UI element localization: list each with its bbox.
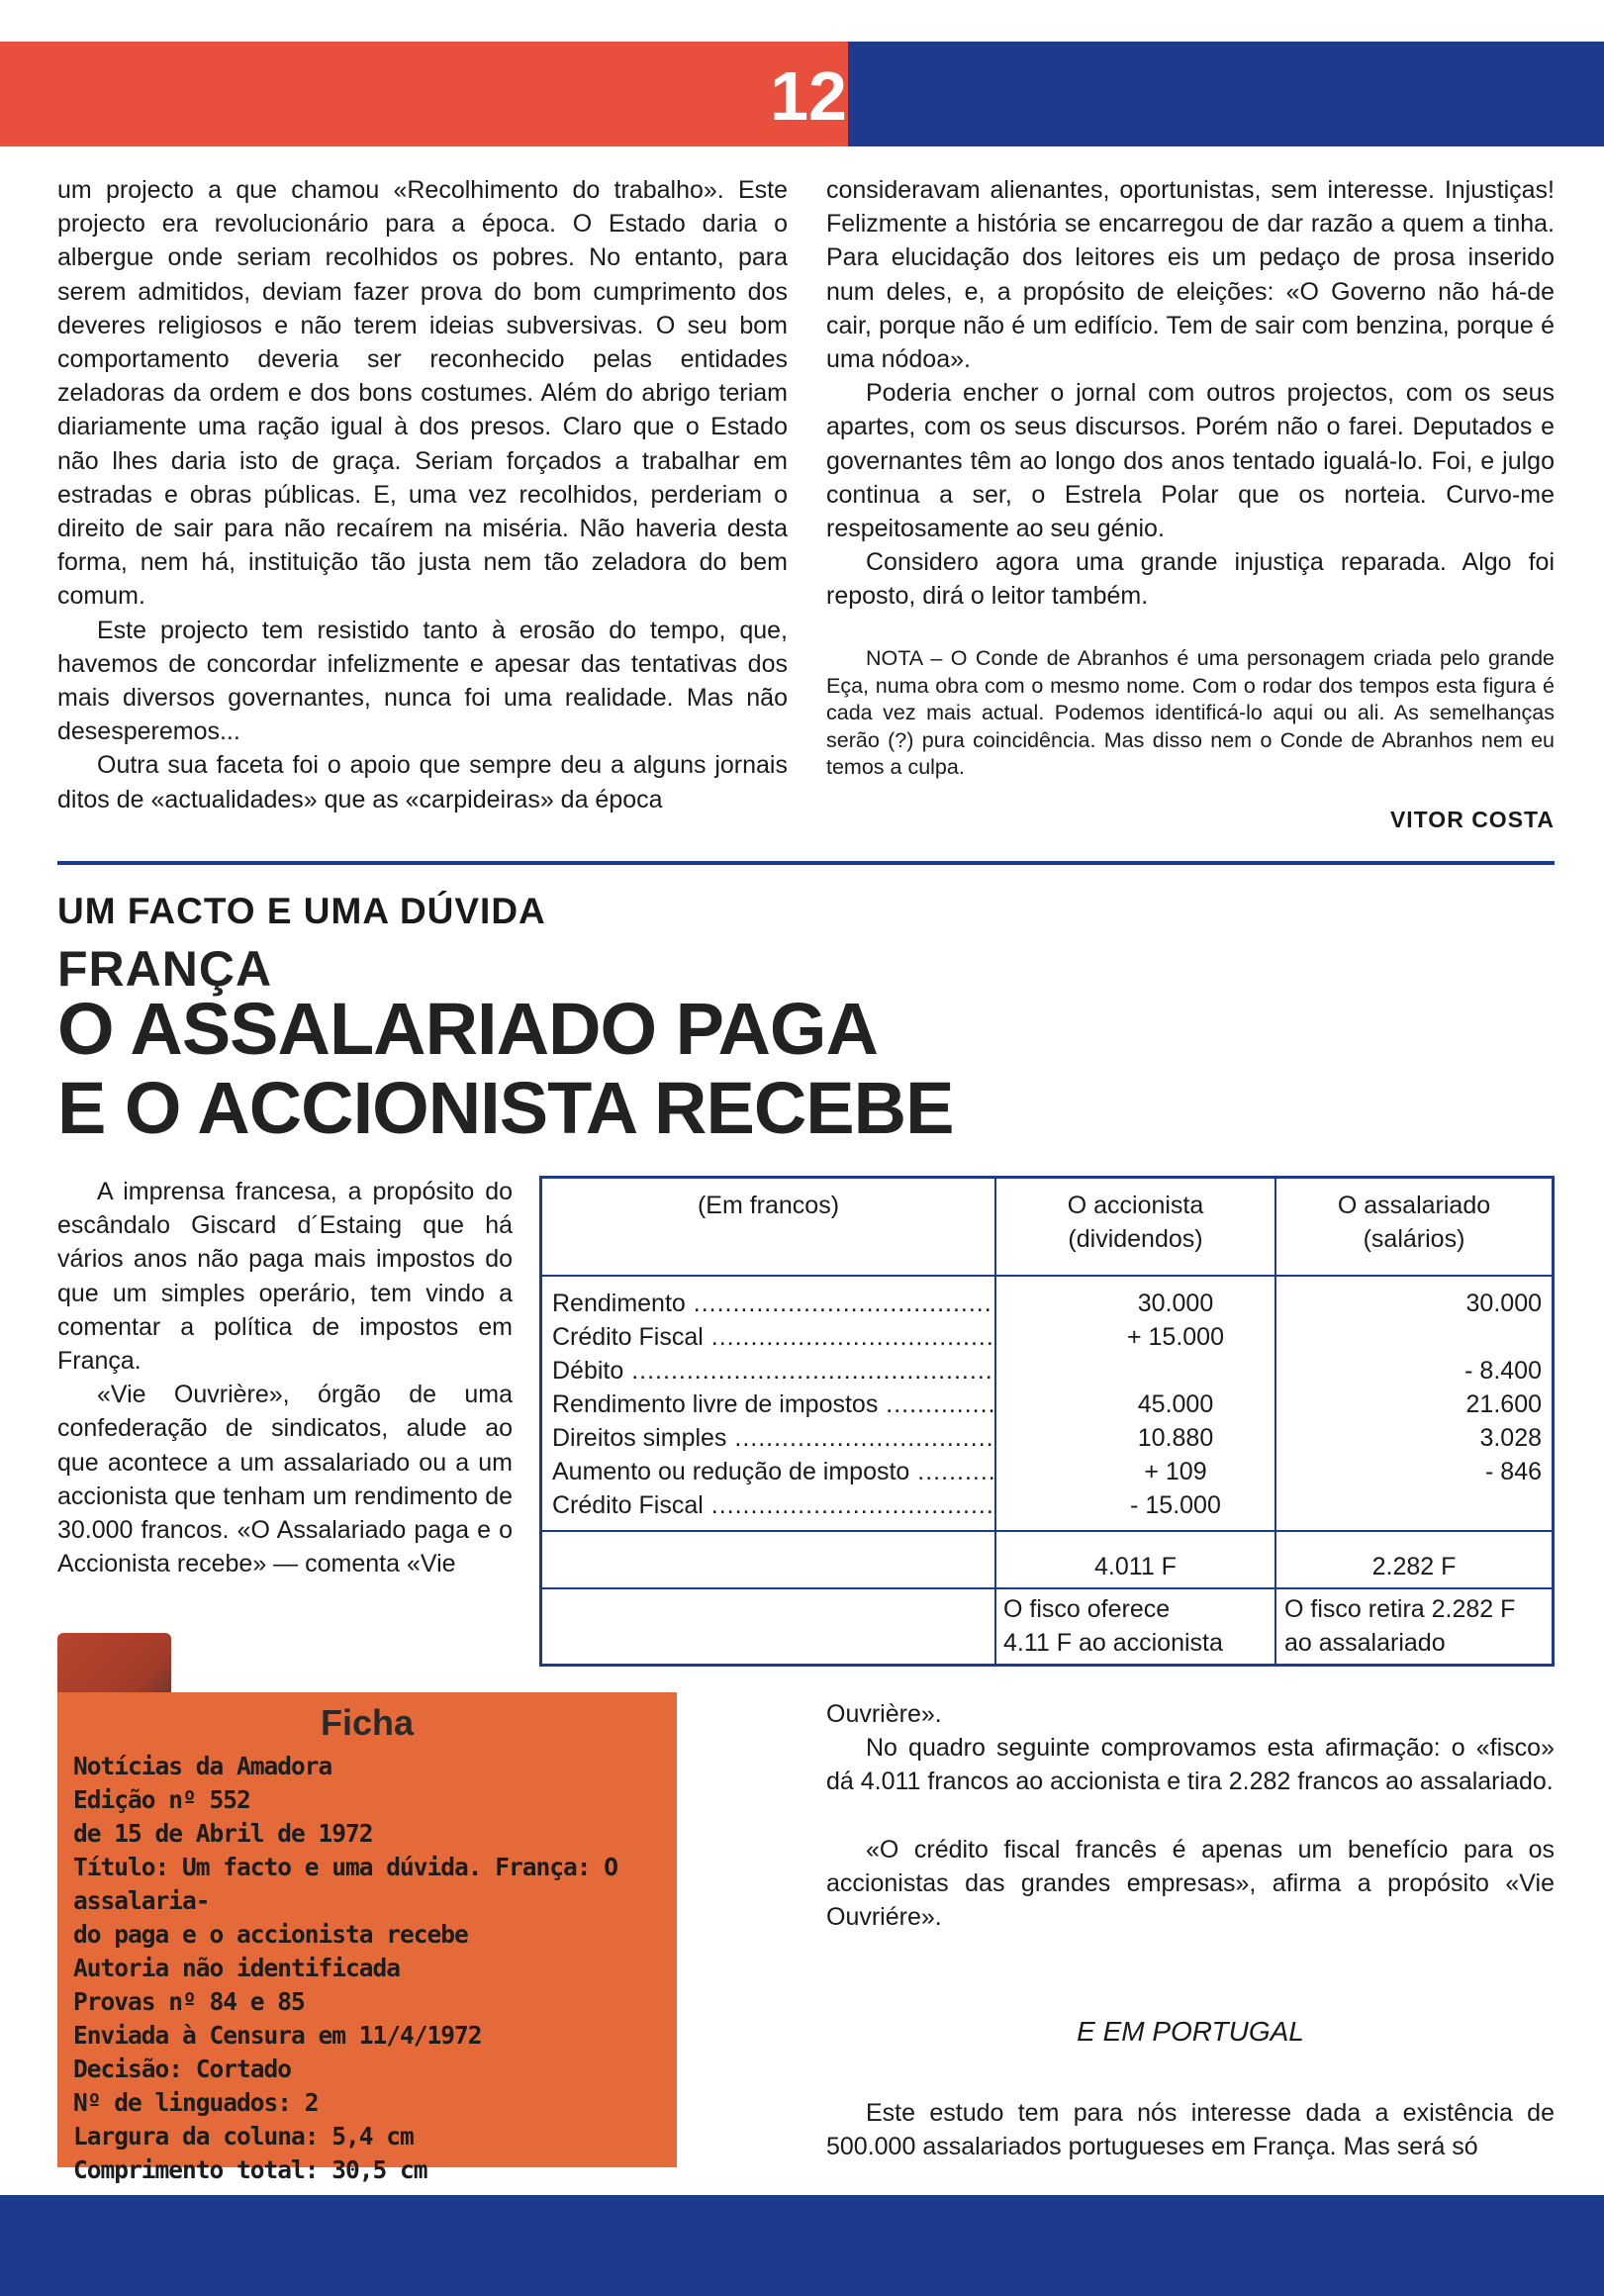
row-accionista-value: 10.880	[1137, 1424, 1214, 1452]
table-row	[552, 1488, 1532, 1522]
section-heading-portugal: E EM PORTUGAL	[1077, 2016, 1304, 2047]
ficha-line: Largura da coluna: 5,4 cm	[73, 2122, 414, 2151]
ficha-line: do paga e o accionista recebe	[73, 1920, 468, 1949]
headline-line: O ASSALARIADO PAGA	[57, 988, 878, 1070]
article1-right-paragraph: consideravam alienantes, oportunistas, sem interesse. Injustiças! Felizmente a história se encarregou de dar razão a quem a tinha. Para elucidação dos leitores eis um pedaço de prosa inserido num deles, e, a propósito de eleições: «O Governo não há-de cair, porque não é um edifício. Tem de sair com benzina, porque é uma nódoa».	[826, 176, 1555, 374]
row-accionista-value: + 15.000	[1126, 1323, 1224, 1351]
page-number: 12	[770, 57, 847, 135]
article2-right-column	[826, 1697, 1555, 1934]
ficha-line: Nº de linguados: 2	[73, 2088, 319, 2117]
note-line: O fisco oferece	[1003, 1595, 1171, 1623]
table-row	[552, 1455, 1542, 1488]
ficha-line: Comprimento total: 30,5 cm	[73, 2155, 427, 2184]
lead-paragraph: A imprensa francesa, a propósito do escândalo Giscard d´Estaing que há vários anos não paga mais impostos do que um simples operário, tem vindo a comentar a política de impostos em França.	[57, 1178, 513, 1376]
ficha-line: Título: Um facto e uma dúvida. França: O assalaria-	[73, 1853, 618, 1915]
note-line: O fisco retira 2.282 F	[1284, 1595, 1516, 1623]
lead-paragraph: «Vie Ouvrière», órgão de uma confederação de sindicatos, alude ao que acontece a um assalariado ou a um accionista que tenham um rendimento de 30.000 francos. «O Assalariado paga e o Accionista recebe» — comenta «Vie	[57, 1381, 513, 1578]
table-row-divider	[542, 1275, 1552, 1277]
article2-paragraph: No quadro seguinte comprovamos esta afirmação: o «fisco» dá 4.011 francos ao accionista e tira 2.282 francos ao assalariado.	[826, 1734, 1555, 1796]
note-text: NOTA – O Conde de Abranhos é uma personagem criada pelo grande Eça, numa obra com o mesmo nome. Com o rodar dos tempos esta figura é cada vez mais actual. Podemos identificá-lo aqui ou ali. As semelhanças serão (?) pura coincidência. Mas disso nem o Conde de Abranhos nem eu temos a culpa.	[826, 646, 1555, 779]
ficha-line: Provas nº 84 e 85	[73, 1987, 305, 2016]
ficha-line: Enviada à Censura em 11/4/1972	[73, 2021, 482, 2050]
article2-paragraph: Ouvrière».	[826, 1700, 942, 1728]
row-accionista-value: + 109	[1144, 1458, 1207, 1485]
article2-paragraph: «O crédito fiscal francês é apenas um benefício para os accionistas das grandes empresas», afirma a propósito «Vie Ouvriére».	[826, 1835, 1555, 1932]
article2-final-column	[826, 2096, 1555, 2163]
article2-paragraph: Este estudo tem para nós interesse dada a existência de 500.000 assalariados portugueses em França. Mas será só	[826, 2099, 1555, 2161]
ficha-line: Autoria não identificada	[73, 1954, 401, 1982]
ficha-details	[73, 1750, 667, 2187]
table-row-divider	[542, 1530, 1552, 1532]
article1-right-paragraph: Considero agora uma grande injustiça reparada. Algo foi reposto, dirá o leitor também.	[826, 548, 1555, 611]
row-label: Débito .....	[552, 1354, 993, 1387]
note-line: 4.11 F ao accionista	[1003, 1629, 1223, 1657]
row-label: Crédito Fiscal .....	[552, 1488, 993, 1522]
table-row	[552, 1287, 1542, 1320]
note-line: ao assalariado	[1284, 1629, 1446, 1657]
article1-left-paragraph: um projecto a que chamou «Recolhimento do trabalho». Este projecto era revolucionário para a época. O Estado daria o albergue onde seriam recolhidos os pobres. No entanto, para serem admitidos, deviam fazer prova do bom cumprimento dos deveres religiosos e não terem ideias subversivas. O seu bom comportamento deveria ser reconhecido pelas entidades zeladoras da ordem e dos bons costumes. Além do abrigo teriam diariamente uma ração igual à dos presos. Claro que o Estado não lhes daria isto de graça. Seriam forçados a trabalhar em estradas e obras públicas. E, uma vez recolhidos, perderiam o direito de sair para não recaírem na miséria. Não haveria desta forma, nem há, instituição tão justa nem tão zeladora do bem comum.	[57, 176, 788, 611]
total-assalariado: 2.282 F	[1371, 1553, 1457, 1580]
table-row-divider	[542, 1587, 1552, 1589]
header-blue-band	[848, 42, 1604, 146]
article2-kicker: UM FACTO E UMA DÚVIDA	[57, 891, 546, 931]
header-line: (salários)	[1363, 1225, 1465, 1253]
row-accionista-value: 30.000	[1137, 1290, 1214, 1317]
ficha-title: Ficha	[320, 1702, 415, 1743]
ficha-line: Decisão: Cortado	[73, 2055, 292, 2083]
ficha-line: Notícias da Amadora	[73, 1752, 332, 1780]
table-header-units: (Em francos)	[697, 1192, 840, 1219]
row-label: Crédito Fiscal .....	[552, 1320, 993, 1354]
total-accionista: 4.011 F	[1094, 1553, 1177, 1580]
row-accionista-value: 45.000	[1137, 1390, 1214, 1418]
header-line: O accionista	[1067, 1192, 1204, 1219]
header-red-band	[0, 42, 848, 146]
article2-subhead: FRANÇA	[57, 941, 273, 997]
author-signature: VITOR COSTA	[1389, 807, 1555, 832]
headline-line: E O ACCIONISTA RECEBE	[57, 1067, 954, 1149]
table-header-accionista	[996, 1189, 1274, 1256]
table-row	[552, 1387, 1542, 1421]
section-divider	[57, 861, 1555, 865]
table-row	[552, 1354, 1542, 1387]
row-assalariado-value: 3.028	[1479, 1424, 1542, 1452]
tax-comparison-table	[539, 1176, 1555, 1667]
row-assalariado-value: - 846	[1485, 1458, 1542, 1485]
row-label: Direitos simples .....	[552, 1421, 993, 1455]
row-label: Rendimento livre de impostos .....	[552, 1387, 993, 1421]
row-label: Rendimento .....	[552, 1287, 993, 1320]
header-line: (dividendos)	[1068, 1225, 1203, 1253]
note-accionista	[1003, 1592, 1271, 1660]
row-assalariado-value: - 8.400	[1464, 1357, 1542, 1385]
note-assalariado	[1284, 1592, 1554, 1660]
header-line: O assalariado	[1337, 1192, 1491, 1219]
ficha-line: de 15 de Abril de 1972	[73, 1819, 373, 1848]
table-header-assalariado	[1276, 1189, 1552, 1256]
article2-lead-column	[57, 1175, 513, 1580]
ficha-line: Edição nº 552	[73, 1785, 250, 1814]
article2-headline	[57, 990, 1245, 1148]
row-label: Aumento ou redução de imposto .....	[552, 1455, 993, 1488]
table-row	[552, 1320, 1532, 1354]
article1-left-paragraph: Outra sua faceta foi o apoio que sempre deu a alguns jornais ditos de «actualidades» que as «carpideiras» da época	[57, 751, 788, 813]
article1-left-paragraph: Este projecto tem resistido tanto à erosão do tempo, que, havemos de concordar infelizmente e apesar das tentativas dos mais diversos governantes, nunca foi uma realidade. Mas não desesperemos...	[57, 616, 788, 746]
article1-right-paragraph: Poderia encher o jornal com outros projectos, com os seus apartes, com os seus discursos. Porém não o farei. Deputados e governantes têm ao longo dos anos tentado igualá-lo. Foi, e julgo continua a ser, o Estrela Polar que os norteia. Curvo-me respeitosamente ao seu génio.	[826, 379, 1555, 543]
footer-blue-band	[0, 2195, 1604, 2296]
row-assalariado-value: 21.600	[1465, 1390, 1542, 1418]
table-row	[552, 1421, 1542, 1455]
article1-note	[826, 645, 1555, 782]
article1-left-column	[57, 173, 788, 816]
row-assalariado-value: 30.000	[1465, 1290, 1542, 1317]
article1-right-column	[826, 173, 1555, 614]
row-accionista-value: - 15.000	[1130, 1491, 1221, 1519]
